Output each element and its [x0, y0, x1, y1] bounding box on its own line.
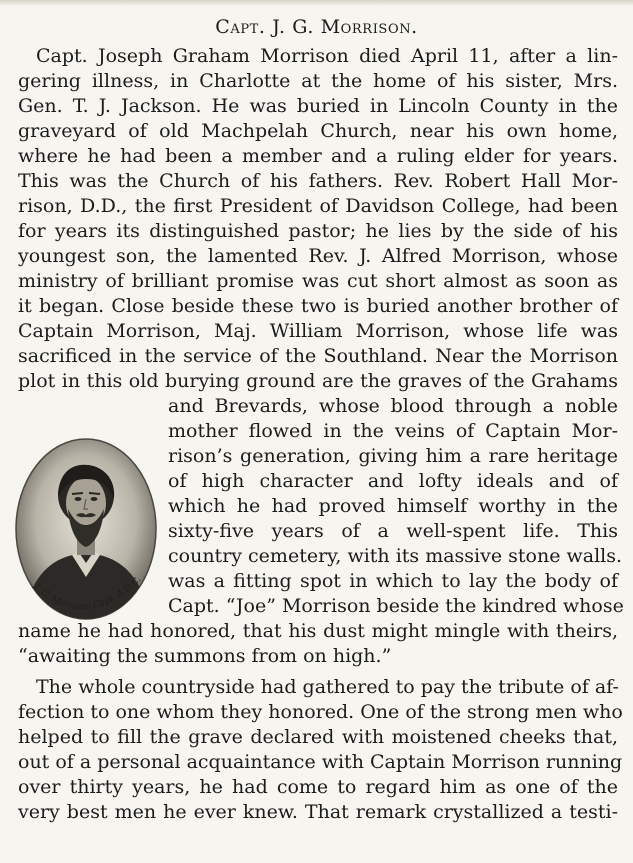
text-line: over thirty years, he had come to regard him as one of the	[18, 776, 618, 798]
text-line: plot in this old burying ground are the graves of the Grahams	[18, 370, 618, 392]
text-line: gering illness, in Charlotte at the home of his sister, Mrs.	[18, 70, 618, 92]
text-line: rison, D.D., the first President of Davidson College, had been	[18, 195, 618, 217]
text-line: name he had honored, that his dust might mingle with theirs,	[18, 620, 618, 642]
text-line: for years its distinguished pastor; he lies by the side of his	[18, 220, 618, 242]
text-line: sixty-five years of a well-spent life. This	[168, 520, 618, 542]
article-title: Capt. J. G. Morrison.	[215, 16, 418, 38]
text-line: was a fitting spot in which to lay the body of	[168, 570, 618, 592]
text-line: Capt. “Joe” Morrison beside the kindred whose	[168, 595, 624, 617]
scan-edge	[0, 0, 633, 6]
text-line: ministry of brilliant promise was cut short almost as soon as	[18, 270, 618, 292]
text-line: very best men he ever knew. That remark crystallized a testi-	[18, 801, 618, 823]
portrait-caption: J. G. Morrison Capt. A.D.C.	[32, 574, 144, 613]
text-line: country cemetery, with its massive stone walls.	[168, 545, 623, 567]
text-line: youngest son, the lamented Rev. J. Alfred Morrison, whose	[18, 245, 618, 267]
text-line: sacrificed in the service of the Southland. Near the Morrison	[18, 345, 618, 367]
text-line: The whole countryside had gathered to pay the tribute of af-	[36, 676, 619, 698]
text-line: This was the Church of his fathers. Rev. Robert Hall Mor-	[18, 170, 618, 192]
text-line: Gen. T. J. Jackson. He was buried in Lincoln County in the	[18, 95, 618, 117]
text-line: fection to one whom they honored. One of the strong men who	[18, 701, 623, 723]
text-line: mother flowed in the veins of Captain Mor-	[168, 420, 618, 442]
text-line: helped to fill the grave declared with moistened cheeks that,	[18, 726, 618, 748]
text-line: it began. Close beside these two is buried another brother of	[18, 295, 618, 317]
text-line: out of a personal acquaintance with Captain Morrison running	[18, 751, 623, 773]
text-line: and Brevards, whose blood through a noble	[168, 395, 618, 417]
text-line: where he had been a member and a ruling elder for years.	[18, 145, 618, 167]
text-line: graveyard of old Machpelah Church, near his own home,	[18, 120, 618, 142]
text-line: “awaiting the summons from on high.”	[18, 645, 392, 667]
text-line: Capt. Joseph Graham Morrison died April 11, after a lin-	[36, 45, 618, 67]
portrait-photo	[14, 437, 159, 622]
text-line: rison’s generation, giving him a rare heritage	[168, 445, 618, 467]
text-line: Captain Morrison, Maj. William Morrison, whose life was	[18, 320, 618, 342]
text-line: of high character and lofty ideals and of	[168, 470, 618, 492]
text-line: which he had proved himself worthy in the	[168, 495, 618, 517]
